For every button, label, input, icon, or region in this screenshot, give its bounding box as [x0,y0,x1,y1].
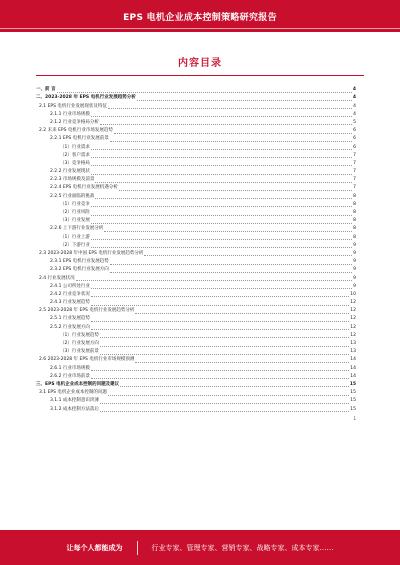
toc-entry-page: 9 [353,250,356,256]
toc-entry-page: 9 [353,242,356,248]
toc-entry-text: 2.4.1 公司所处行业 [50,283,90,289]
toc-entry-text: （2）下游行业 [60,242,90,248]
toc-entry[interactable] [36,266,356,274]
toc-entry[interactable] [36,291,356,299]
toc-entry-page: 14 [350,373,356,379]
toc-leader-dots [91,329,349,330]
toc-leader-dots [114,133,352,134]
toc-entry[interactable] [36,102,356,110]
toc-leader-dots [144,255,352,256]
toc-entry-text: 2.2.3 市场规模及前景 [50,177,95,183]
toc-entry-page: 12 [350,308,356,314]
toc-leader-dots [91,116,352,117]
toc-entry[interactable] [36,356,356,364]
toc-leader-dots [108,395,349,396]
toc-entry-text: 2.2.4 EPS 电机行业发展机遇分析 [50,185,118,191]
toc-entry[interactable] [36,119,356,127]
toc-entry-text: 2.2.5 行业面临的挑战 [50,193,95,199]
toc-entry-page: 9 [353,259,356,265]
toc-leader-dots [104,231,352,232]
toc-entry-page: 7 [353,152,356,158]
toc-leader-dots [137,100,352,101]
toc-entry-text: 2.6.2 行业市场前景 [50,373,90,379]
toc-leader-dots [108,108,352,109]
toc-leader-dots [91,149,352,150]
toc-entry-page: 9 [353,275,356,281]
toc-leader-dots [91,165,352,166]
toc-entry-page: 8 [353,201,356,207]
toc-entry-page: 12 [350,300,356,306]
toc-entry-text: （1）行业发展趋势 [60,332,99,338]
toc-entry[interactable] [36,135,356,143]
toc-leader-dots [91,174,352,175]
toc-entry-page: 14 [350,365,356,371]
toc-entry-text: 2.6 2023-2028 年 EPS 电机行业市场规模预测 [39,357,135,363]
toc-entry-page: 7 [353,169,356,175]
toc-leader-dots [100,403,349,404]
toc-entry[interactable] [36,233,356,241]
toc-entry-text: （3）行业发展 [60,218,90,224]
toc-entry-page: 12 [350,332,356,338]
toc-entry[interactable] [36,389,356,397]
toc-entry-text: 3.1.2 成本控制方法落后 [50,406,99,412]
toc-entry-page: 4 [352,87,356,93]
toc-leader-dots [135,362,349,363]
page-footer [0,530,400,565]
table-of-contents [36,86,356,421]
toc-entry-text: 3.1.1 成本控制意识淡薄 [50,398,99,404]
toc-entry-text: （1）行业上游 [60,234,90,240]
toc-leader-dots [119,190,352,191]
toc-entry[interactable] [36,184,356,192]
toc-entry-page: 6 [353,144,356,150]
toc-entry-text: 2.5.2 行业发展方向 [50,324,90,330]
toc-leader-dots [110,264,352,265]
toc-entry[interactable] [36,225,356,233]
toc-entry[interactable] [36,152,356,160]
toc-entry[interactable] [36,283,356,291]
toc-leader-dots [120,386,349,387]
toc-entry-page: 8 [353,226,356,232]
toc-entry-text: 2.1 EPS 电机行业发展现状及特征 [39,103,107,109]
toc-entry-text: 一、前 言 [36,87,56,93]
toc-entry-page: 7 [353,177,356,183]
toc-leader-dots [100,411,349,412]
toc-entry-text: 2.3 2023-2028 年中国 EPS 电机行业发展趋势分析 [39,250,144,256]
toc-entry[interactable] [36,209,356,217]
toc-entry[interactable] [36,86,356,94]
toc-entry-text: （1）行业需求 [60,144,90,150]
toc-entry-page: 4 [352,95,356,101]
toc-entry-page: 4 [353,111,356,117]
toc-entry[interactable] [36,176,356,184]
toc-leader-dots [91,206,352,207]
toc-leader-dots [91,370,349,371]
toc-entry-page: 7 [353,185,356,191]
toc-entry-page: 14 [350,357,356,363]
toc-leader-dots [91,239,352,240]
toc-entry[interactable] [36,168,356,176]
toc-entry-text: 2.4 行业发展状况 [39,275,75,281]
toc-leader-dots [91,215,352,216]
toc-leader-dots [91,378,349,379]
toc-leader-dots [76,280,353,281]
toc-entry[interactable] [36,143,356,151]
toc-leader-dots [91,247,352,248]
toc-title-divider [36,75,364,76]
toc-entry[interactable] [36,307,356,315]
toc-entry-text: 2.2.2 行业发展现状 [50,169,90,175]
toc-leader-dots [135,313,349,314]
toc-entry-text: （2）客户需求 [60,152,90,158]
toc-leader-dots [100,354,349,355]
toc-leader-dots [100,124,352,125]
toc-entry-text: （3）竞争格局 [60,160,90,166]
toc-entry[interactable] [36,94,356,102]
toc-entry-page: 10 [350,291,356,297]
toc-entry[interactable] [36,332,356,340]
toc-entry[interactable] [36,274,356,282]
toc-entry[interactable] [36,250,356,258]
toc-entry-text: （3）行业发展前景 [60,349,99,355]
toc-entry-page: 8 [353,234,356,240]
toc-entry-text: 2.5.1 行业发展趋势 [50,316,90,322]
toc-entry-page: 8 [353,193,356,199]
toc-entry-page: 15 [350,406,356,412]
toc-entry[interactable] [36,192,356,200]
toc-entry-text: （2）行业发展方向 [60,341,99,346]
toc-title: 内容目录 [178,58,222,69]
toc-entry[interactable] [36,373,356,381]
toc-entry[interactable] [36,299,356,307]
toc-entry-page: 6 [353,136,356,142]
toc-entry-text: 2.3.2 EPS 电机行业发展方向 [50,267,109,273]
toc-entry-page: 15 [350,390,356,396]
toc-leader-dots [100,346,349,347]
toc-entry-page: 7 [353,160,356,166]
toc-leader-dots [91,288,352,289]
toc-leader-dots [91,296,349,297]
toc-entry-page: 9 [353,267,356,273]
toc-entry-page: 12 [350,324,356,330]
toc-entry[interactable] [36,201,356,209]
toc-entry-page: 13 [350,349,356,355]
toc-entry-page: 8 [353,218,356,224]
toc-entry-page: 12 [350,316,356,322]
toc-entry-page: 6 [353,128,356,134]
report-title: EPS 电机企业成本控制策略研究报告 [123,12,277,23]
toc-entry[interactable] [36,405,356,413]
toc-entry-page: 8 [353,210,356,215]
toc-entry-page: 15 [349,381,356,387]
toc-entry-page: 4 [353,103,356,109]
toc-entry-text: 2.4.2 行业竞争状况 [50,291,90,297]
toc-leader-dots [100,337,349,338]
toc-entry-text: 2.2.6 上下游行业发展分析 [50,226,104,232]
toc-entry[interactable] [36,315,356,323]
toc-entry[interactable] [36,111,356,119]
toc-entry-text: 2.6.1 行业市场规模 [50,365,90,371]
toc-entry[interactable] [36,397,356,405]
toc-entry-page: 5 [353,119,356,125]
toc-entry-text: 二、2023-2028 年 EPS 电机行业发展趋势分析 [36,95,136,101]
toc-entry-text: 2.1.2 行业竞争格局分析 [50,119,99,125]
toc-entry-text: 2.1.1 行业市场规模 [50,111,90,117]
page-number: 1 [353,415,356,421]
toc-leader-dots [91,321,349,322]
toc-entry-text: 2.5 2023-2028 年 EPS 电机行业发展趋势分析 [39,308,135,314]
toc-entry-text: 2.3.1 EPS 电机行业发展趋势 [50,259,109,265]
toc-entry-text: 三、EPS 电机企业成本控制的问题及建议 [36,381,120,387]
footer-slogan: 让每个人都能成为 [66,543,123,552]
toc-leader-dots [57,92,352,93]
toc-entry[interactable] [36,364,356,372]
toc-entry[interactable] [36,127,356,135]
toc-entry[interactable] [36,217,356,225]
toc-entry[interactable] [36,258,356,266]
toc-entry-text: （2）行业风险 [60,210,90,215]
toc-leader-dots [91,305,349,306]
toc-entry-page: 9 [353,283,356,289]
toc-entry-text: 3.1 EPS 电机企业成本控制的问题 [39,390,107,396]
footer-divider [137,541,138,555]
footer-tagline: 行业专家、管理专家、营销专家、战略专家、成本专家…… [151,543,334,552]
toc-entry-page: 13 [350,341,356,346]
toc-leader-dots [110,141,352,142]
toc-entry-text: （1）行业竞争 [60,201,90,207]
toc-entry-text: 2.2 未来 EPS 电机行业市场发展趋势 [39,128,113,134]
toc-entry[interactable] [36,323,356,331]
toc-entry-text: 2.4.3 行业发展趋势 [50,300,90,306]
toc-entry[interactable] [36,340,356,348]
toc-entry[interactable] [36,348,356,356]
toc-entry[interactable] [36,242,356,250]
toc-leader-dots [91,223,352,224]
toc-leader-dots [110,272,352,273]
header-divider [0,28,400,29]
toc-entry[interactable] [36,381,356,389]
toc-entry-text: 2.2.1 EPS 电机行业发展前景 [50,136,109,142]
toc-leader-dots [95,198,352,199]
toc-leader-dots [95,182,352,183]
toc-entry-page: 15 [350,398,356,404]
toc-entry[interactable] [36,160,356,168]
page-header [0,0,400,32]
toc-leader-dots [91,157,352,158]
